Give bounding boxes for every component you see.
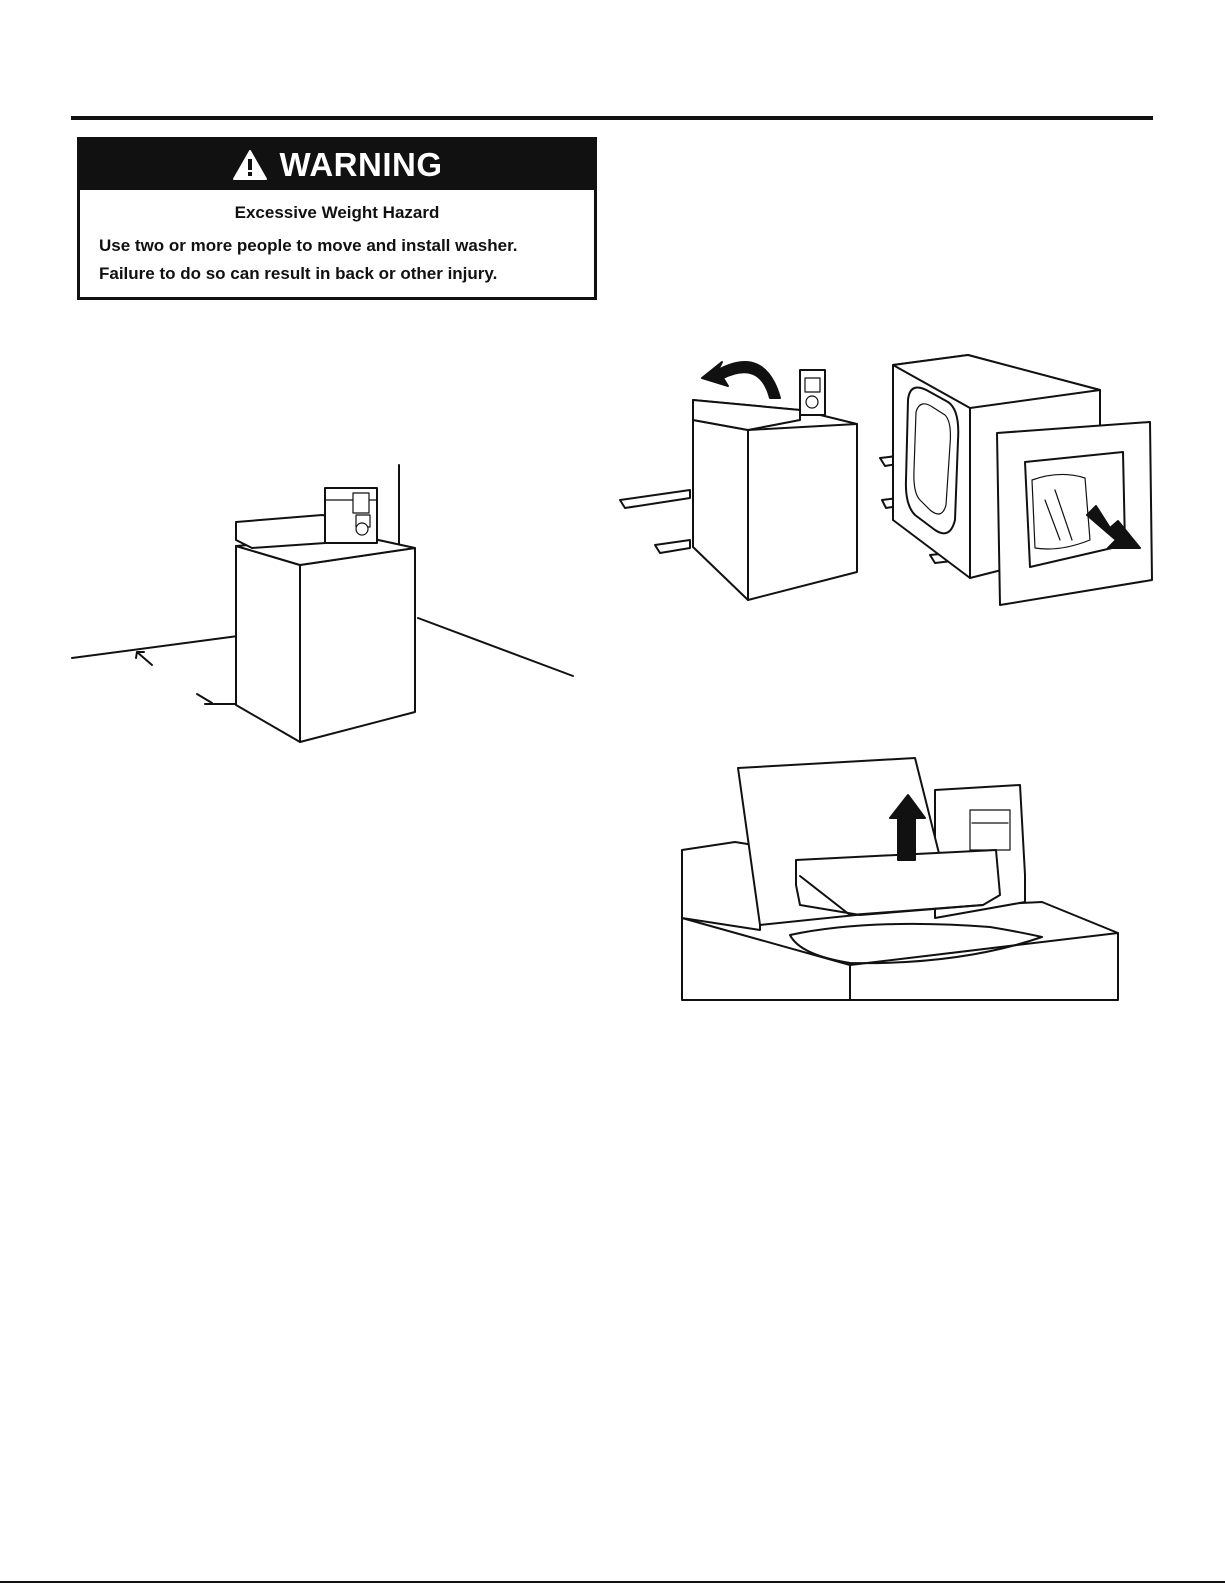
warning-body	[80, 203, 594, 288]
warning-title: WARNING	[279, 146, 443, 183]
warning-triangle-icon	[232, 149, 268, 181]
remove-front-panel	[870, 350, 1155, 605]
washer-corner-placement	[60, 455, 580, 755]
tilt-washer-back	[610, 345, 860, 605]
warning-subtitle: Excessive Weight Hazard	[234, 203, 440, 222]
header-rule	[71, 116, 1153, 120]
curved-rotate-arrow-icon	[702, 362, 780, 398]
footer-rule	[0, 1581, 1225, 1583]
lift-lid-remove-package	[675, 755, 1125, 1005]
warning-line-2: Failure to do so can result in back or other injury.	[99, 264, 498, 283]
warning-line-1: Use two or more people to move and install washer.	[99, 236, 518, 255]
warning-box	[77, 137, 597, 300]
clearance-arrow-icon	[136, 652, 152, 665]
warning-header	[80, 140, 594, 190]
